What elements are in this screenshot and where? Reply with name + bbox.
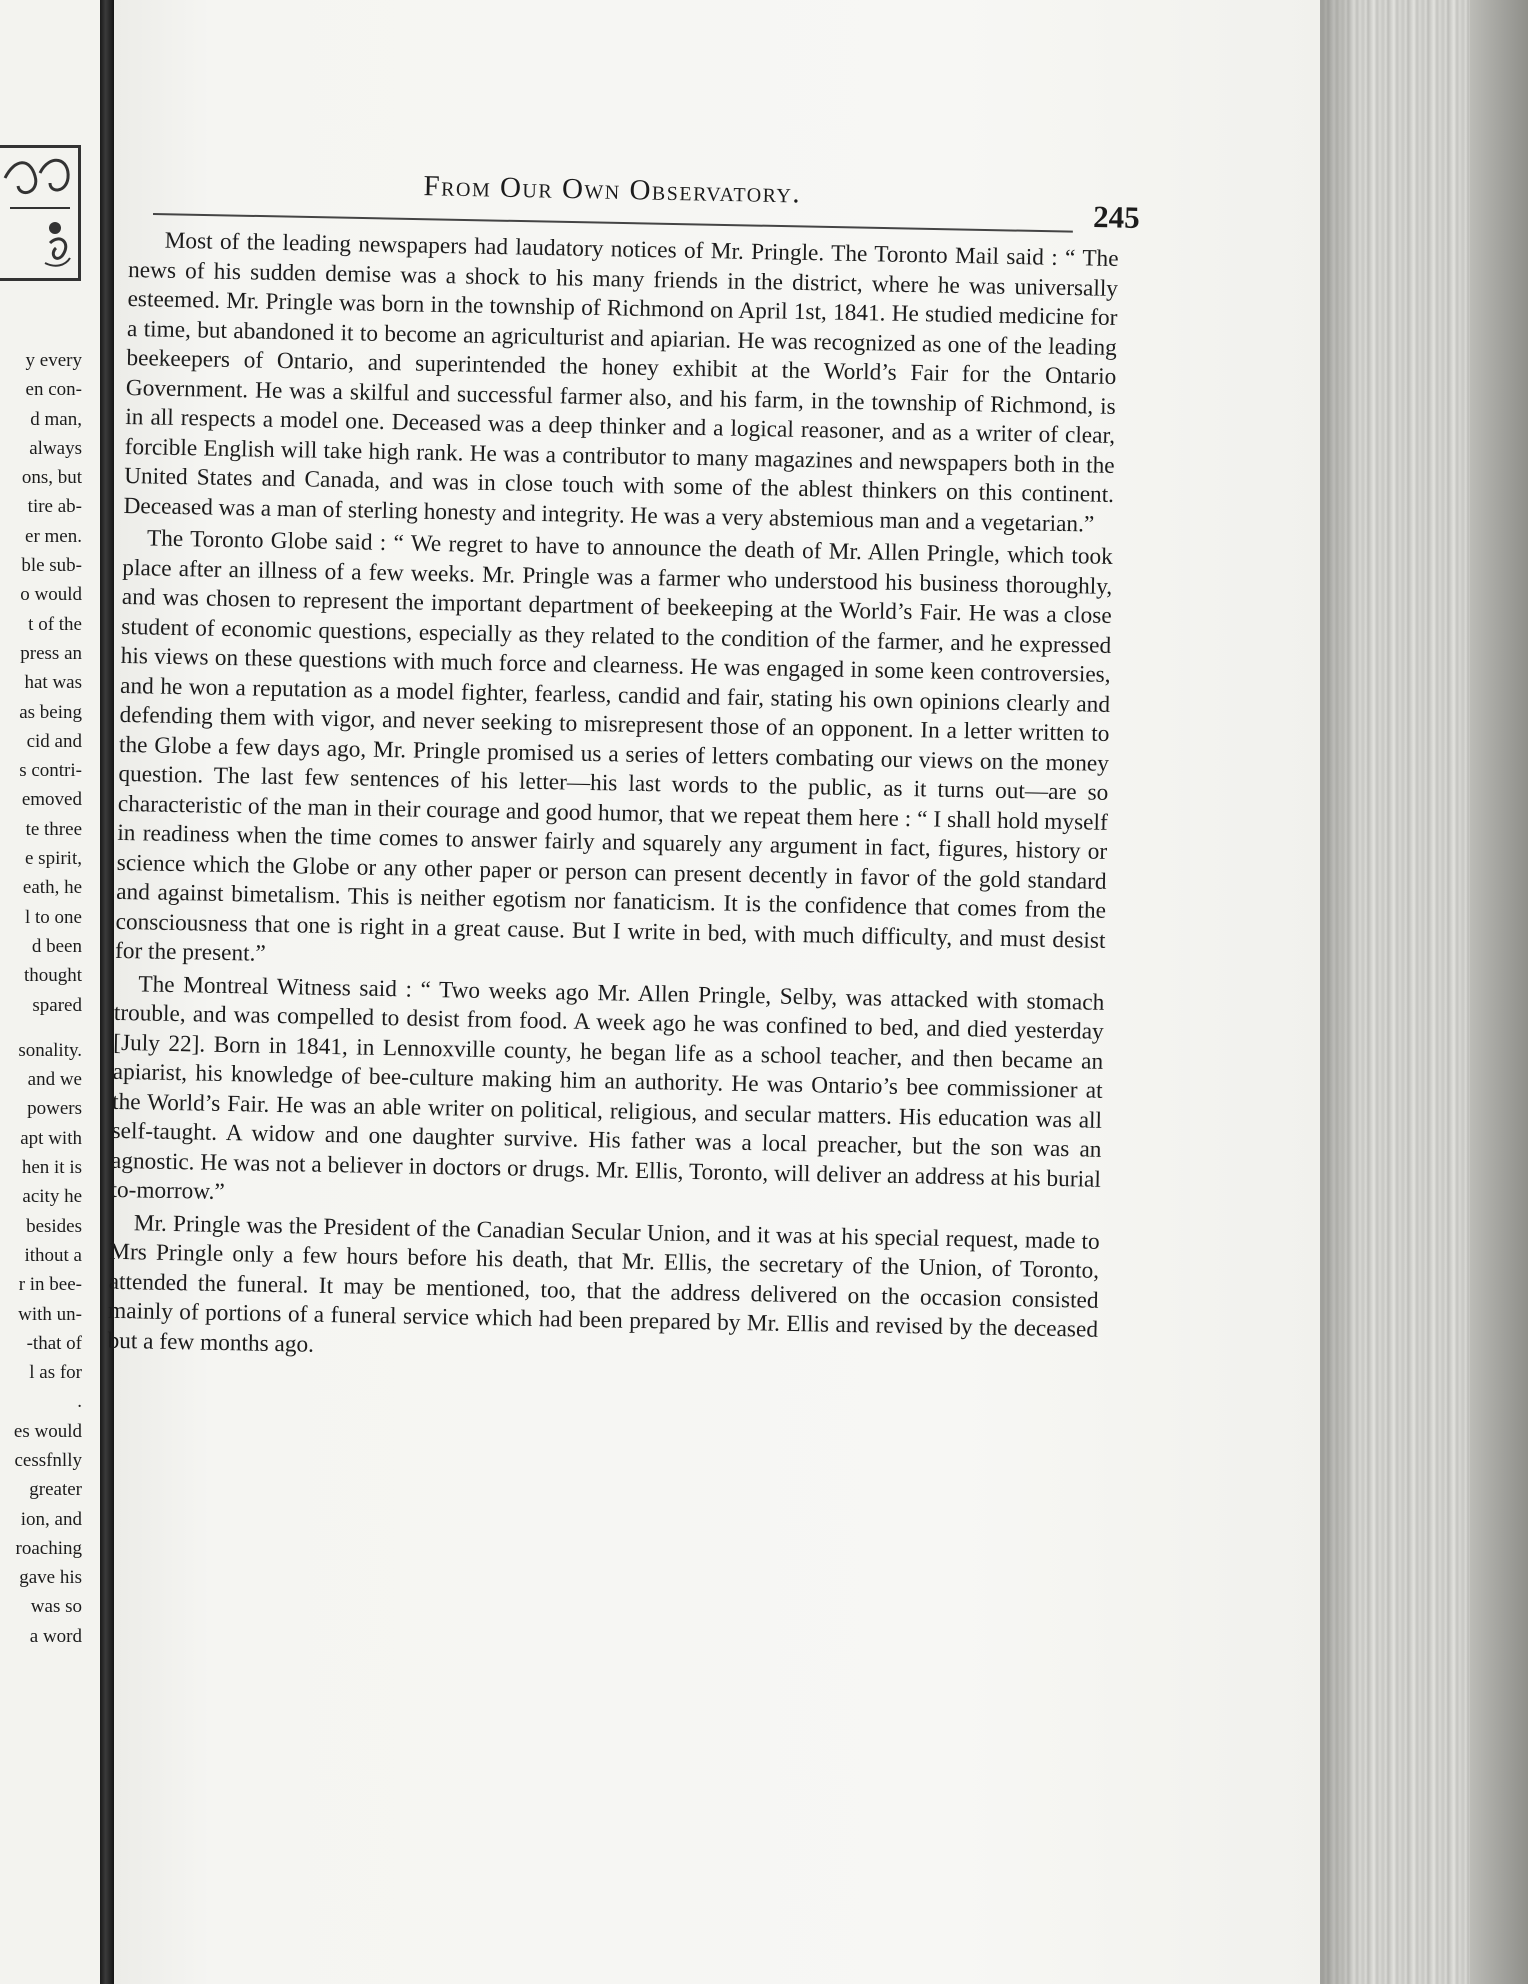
facing-page-line: te three [25,818,82,840]
paragraph-globe: The Toronto Globe said : “ We regret to have to announce the death of Mr. Allen Pringle, which took place after an illness of a few weeks. Mr. Pringle was a farmer who understood his business thoroughly, and was chosen to represent the important department of beekeeping at the World’s Fair. He was a close student of economic questions, especially as they related to the condition of the farmer, and he expressed his views on these questions with much force and clearness. He was engaged in some keen controversies, and he won a reputation as a model fighter, fearless, candid and fair, stating his own opinions clearly and defending them with vigor, and never seeking to misrepresent those of an opponent. In a letter written to the Globe a few days ago, Mr. Pringle promised us a series of letters combating our views on the money question. The last few sentences of his letter—his last words to the public, as it turns out—are so characteristic of the man in their courage and good humor, that we repeat them here : “ I shall hold myself in readiness when the time comes to answer fairly and squarely any argument in fact, figures, history or science which the Globe or any other paper or person can present decently in favor of the gold standard and against bimetalism. This is neither egotism nor fanaticism. It is the confidence that comes from the consciousness that one is right in a great cause. But I write in bed, with much difficulty, and must desist for the present.” [114,525,1114,967]
facing-page-line: d man, [30,408,82,430]
facing-page-line: ble sub- [21,555,82,577]
facing-page-line: y every [25,350,82,371]
facing-page-line: hen it is [21,1157,82,1179]
facing-page-line: e spirit, [25,848,82,870]
book-gutter [100,0,114,1984]
facing-page-line: cid and [26,730,82,752]
facing-page-line: roaching [15,1537,82,1559]
facing-page-line: tire ab- [27,496,82,518]
facing-page-line: always [29,437,82,459]
facing-page-line: er men. [25,525,82,547]
facing-page-line: was so [30,1596,82,1618]
paragraph-witness: The Montreal Witness said : “ Two weeks ago Mr. Allen Pringle, Selby, was attacked with stomach trouble, and was compelled to desist from food. A week ago he was confined to bed, and died yesterday [July 22]. Born in 1841, in Lennoxville county, he began life as a school teacher, and then became an apiarist, his knowledge of bee-culture making him an authority. He was Ontario’s bee commissioner at the World’s Fair. He was an able writer on political, religious, and secular matters. His education was all self-taught. A widow and one daughter survive. His father was a local preacher, but the son was an agnostic. He was not a believer in doctors or drugs. Mr. Ellis, Toronto, will deliver an address at his burial to-morrow.” [110,970,1105,1206]
facing-page-line: hat was [24,672,82,694]
facing-page-line: ons, but [21,467,82,489]
article-body [107,226,1119,1378]
facing-page-line: emoved [21,789,82,811]
facing-page-line: -that of [26,1332,82,1354]
facing-page-line: cessfnlly [14,1449,82,1471]
facing-page-line: o would [20,584,82,606]
paragraph-secular-union: Mr. Pringle was the President of the Canadian Secular Union, and it was at his special request, made to Mrs Pringle only a few hours before his death, that Mr. Ellis, the secretary of the Union, of Toronto, attended the funeral. It may be mentioned, too, that the address delivered on the occasion consisted mainly of portions of a funeral service which had been prepared by Mr. Ellis and revised by the deceased but a few months ago. [107,1209,1100,1358]
facing-page [0,0,100,1984]
facing-page-line: r in bee- [18,1274,82,1296]
facing-page-line: press an [20,642,82,664]
facing-page-line: acity he [22,1186,82,1208]
facing-page-line: gave his [19,1567,82,1589]
facing-page-line: and we [27,1069,82,1091]
facing-page-text [0,346,82,1651]
facing-page-line: ithout a [24,1244,82,1266]
facing-page-line: as being [19,701,82,723]
facing-page-line [0,1020,82,1036]
facing-page-line: spared [32,994,82,1016]
facing-page-line: powers [27,1098,82,1120]
facing-page-line: greater [29,1479,82,1501]
facing-page-line: thought [23,965,82,987]
facing-page-line: eath, he [22,877,82,899]
running-title: From Our Own Observatory. [423,170,802,210]
facing-page-line: es would [13,1420,82,1442]
page-block-edge [1320,0,1528,1984]
facing-page-line: l as for [29,1362,82,1384]
facing-page-line: sonality. [18,1039,82,1061]
decorative-ornament-icon [0,145,81,281]
facing-page-line: s contri- [19,760,82,782]
facing-page-line: a word [29,1625,82,1647]
page [107,0,1320,1984]
facing-page-line: l to one [25,906,82,928]
facing-page-line: besides [26,1215,82,1237]
facing-page-line: en con- [25,379,82,401]
paragraph-mail: Most of the leading newspapers had laudatory notices of Mr. Pringle. The Toronto Mail said : “ The news of his sudden demise was a shock to his many friends in the district, where he was universally esteemed. Mr. Pringle was born in the township of Richmond on April 1st, 1841. He studied medicine for a time, but abandoned it to become an agriculturist and apiarian. He was recognized as one of the leading beekeepers of Ontario, and superintended the honey exhibit at the World’s Fair for the Ontario Government. He was a skilful and successful farmer also, and his farm, in the township of Richmond, is in all respects a model one. Deceased was a deep thinker and a logical reasoner, and as a writer of clear, forcible English will take high rank. He was a contributor to many magazines and newspapers both in the United States and Canada, and was in close touch with some of the ablest thinkers on this continent. Deceased was a man of sterling honesty and integrity. He was a very abstemious man and a vegetarian.” [123,227,1119,538]
facing-page-line: . [77,1391,82,1413]
facing-page-line: with un- [18,1303,82,1325]
facing-page-line: t of the [28,613,82,635]
facing-page-line: apt with [20,1127,82,1149]
page-number: 245 [1092,199,1140,235]
facing-page-line: ion, and [20,1508,82,1530]
facing-page-line: d been [31,935,82,957]
